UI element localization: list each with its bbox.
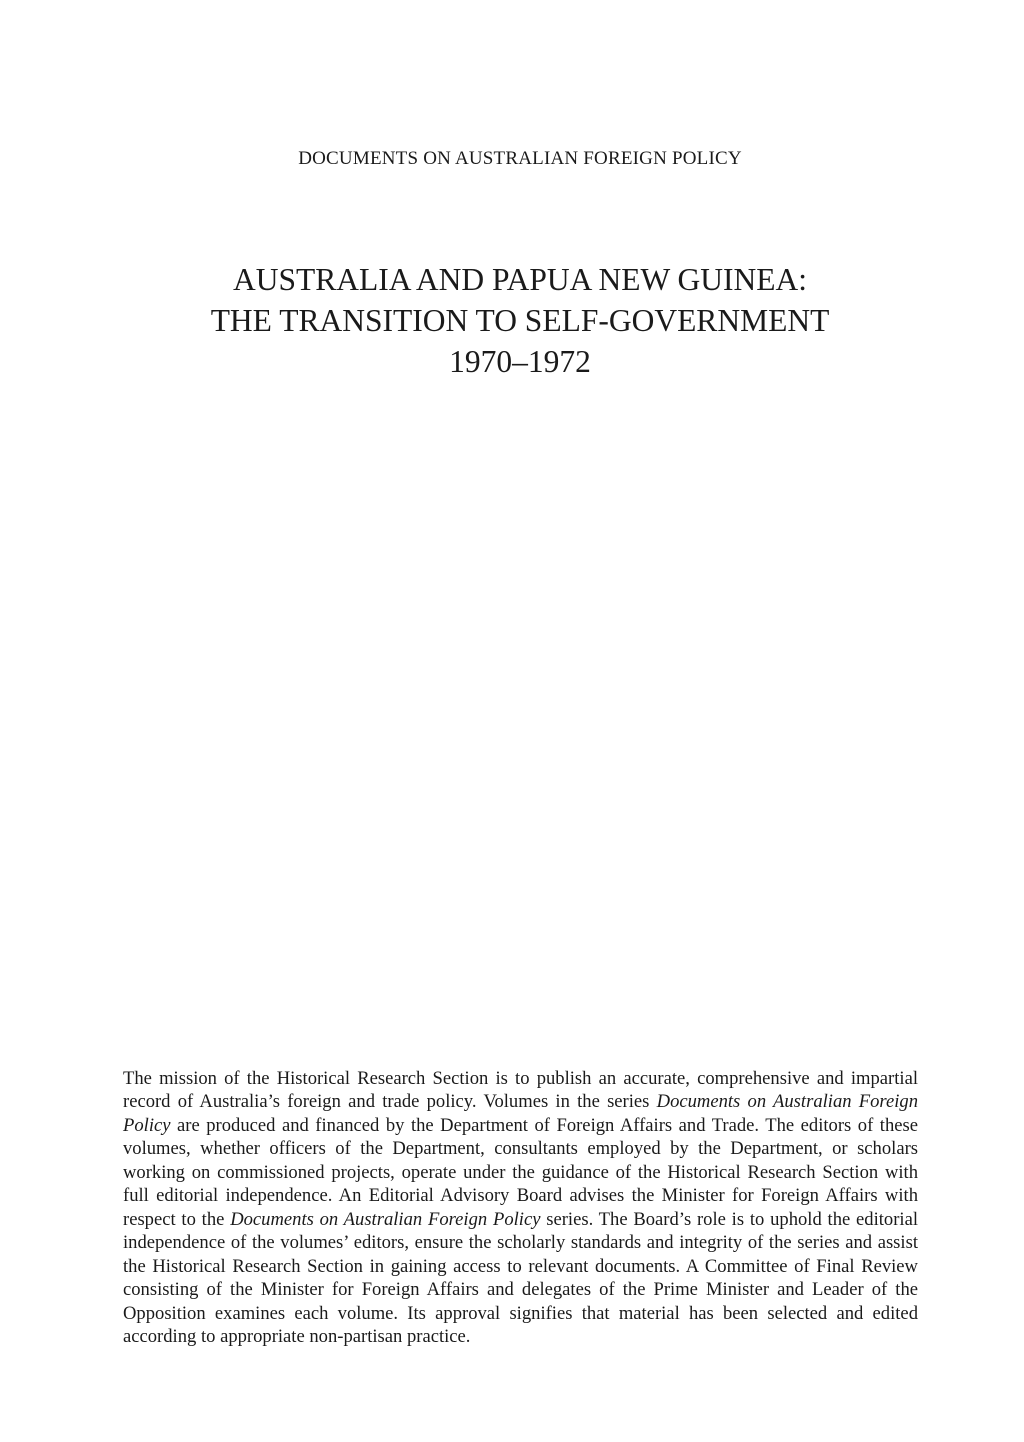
series-title: DOCUMENTS ON AUSTRALIAN FOREIGN POLICY <box>298 148 742 169</box>
series-name-italic-2: Documents on Australian Foreign Policy <box>230 1208 541 1230</box>
mission-text-part-2: are produced and financed by the Department of Foreign Affairs and Trade. The editors of these volumes, whether officers of the Department, consultants employed by the Department, or scholars working on commissioned projects, operate under the guidance of the Historical Research Section with full editorial independence. An Editorial Advisory Board advises the Minister for Foreign Affairs with respect to the <box>123 1114 918 1230</box>
series-name-italic-1: Documents on Australian Foreign Policy <box>123 1091 918 1136</box>
volume-title-line-1: AUSTRALIA AND PAPUA NEW GUINEA: <box>232 262 808 297</box>
mission-statement <box>123 1067 918 1349</box>
volume-title-line-2: THE TRANSITION TO SELF-GOVERNMENT <box>210 303 830 338</box>
mission-text-part-1: The mission of the Historical Research Section is to publish an accurate, comprehensive and impartial record of Australia’s foreign and trade policy. Volumes in the series <box>123 1067 918 1113</box>
volume-years: 1970–1972 <box>449 344 591 379</box>
volume-title <box>0 259 1024 382</box>
mission-text-part-3: series. The Board’s role is to uphold the editorial independence of the volumes’ editors, ensure the scholarly standards and integrity of the series and assist the Historical Research Section in gaining access to relevant documents. A Committee of Final Review consisting of the Minister for Foreign Affairs and delegates of the Prime Minister and Leader of the Opposition examines each volume. Its approval signifies that material has been selected and edited according to appropriate non-partisan practice. <box>123 1208 918 1348</box>
